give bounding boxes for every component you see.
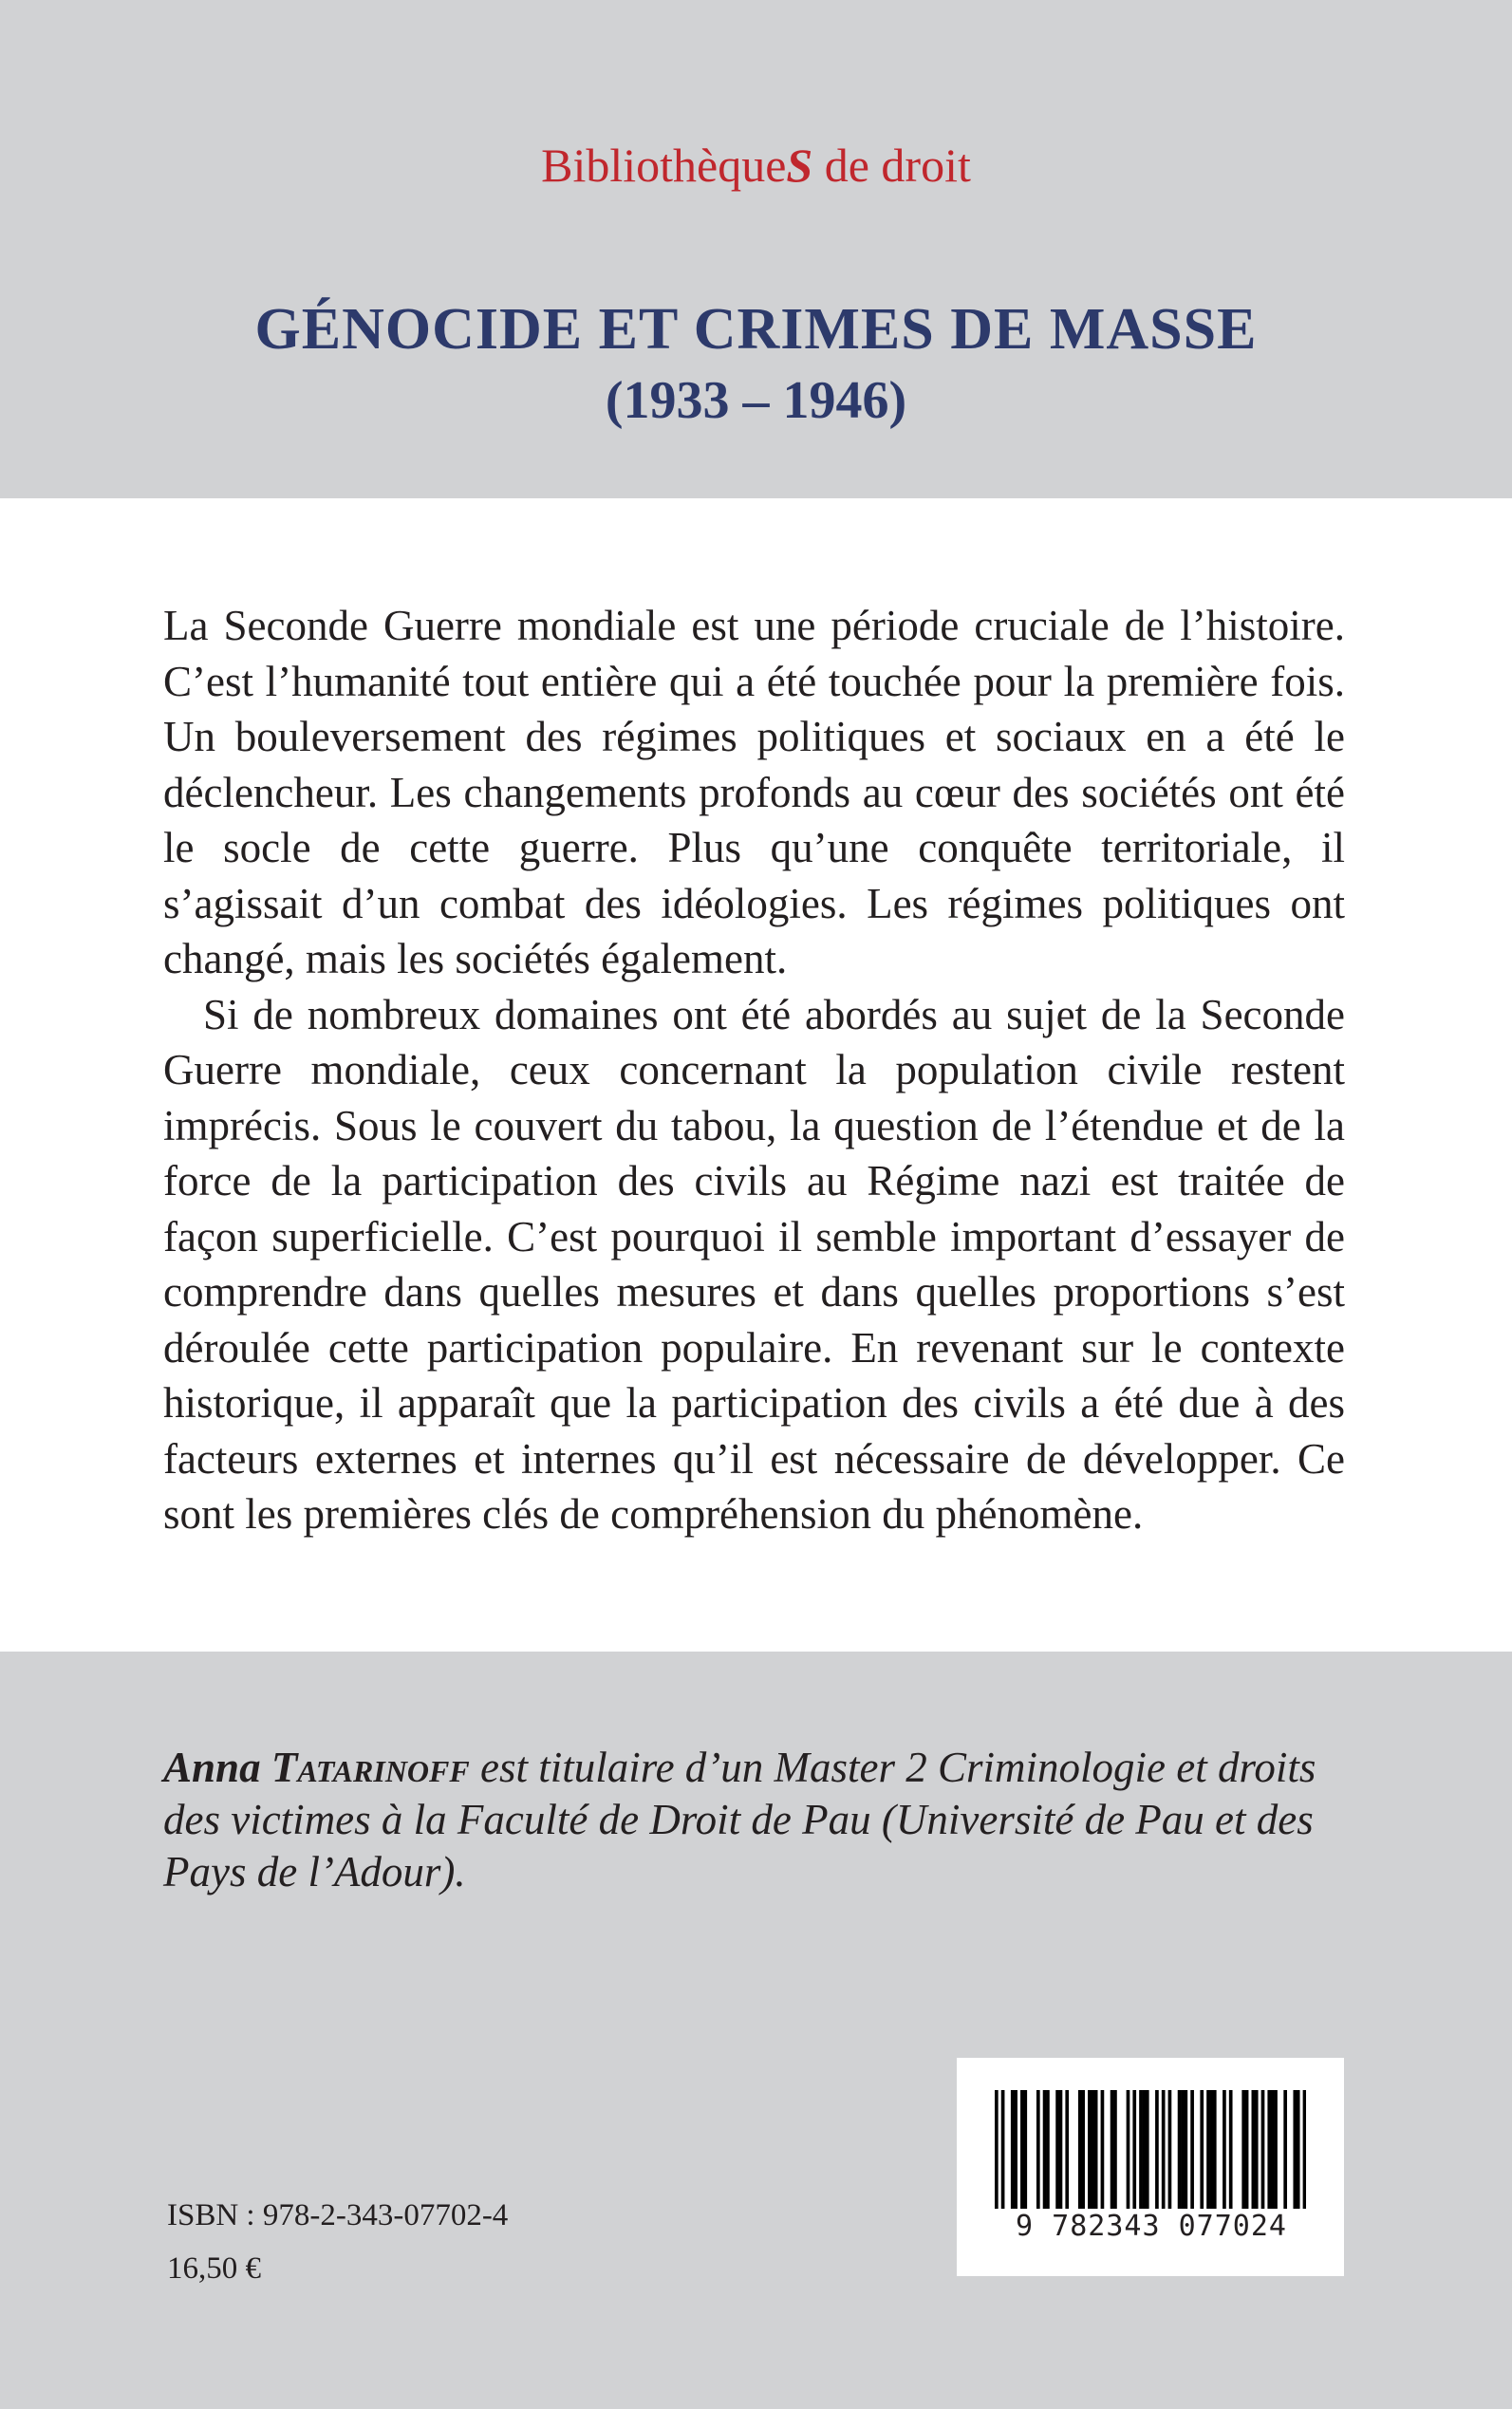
barcode-bar [1185, 2090, 1188, 2209]
author-first-name: Anna [163, 1744, 271, 1791]
barcode-bar [1213, 2090, 1217, 2209]
barcode-bar [1101, 2090, 1105, 2209]
barcode-bar [1113, 2090, 1117, 2209]
book-title: GÉNOCIDE ET CRIMES DE MASSE [254, 297, 1258, 362]
barcode-bar [1001, 2090, 1005, 2209]
book-subtitle: (1933 – 1946) [605, 371, 907, 430]
price: 16,50 € [167, 2251, 261, 2286]
summary-text [163, 598, 1345, 1542]
barcode-bar [1267, 2090, 1271, 2209]
barcode-bar [1261, 2090, 1265, 2209]
barcode-bar [1023, 2090, 1027, 2209]
barcode-bar [1065, 2090, 1069, 2209]
barcode-bar [1168, 2090, 1172, 2209]
barcode-bar [1293, 2090, 1297, 2209]
summary-paragraph-2: Si de nombreux domaines ont été abordés au sujet de la Seconde Guerre mondiale, ceux concernant la population civile restent imprécis. Sous le couvert du tabou, la question de l’étendue et de la force de la participation des civils au Régime nazi est traitée de façon superficielle. C’est pourquoi il semble important d’essayer de comprendre dans quelles mesures et dans quelles proportions s’est déroulée cette participation populaire. En revenant sur le contexte historique, il apparaît que la participation des civils a été due à des facteurs externes et internes qu’il est nécessaire de développer. Ce sont les premières clés de compréhension du phénomène. [163, 990, 1345, 1538]
author-name [163, 1744, 470, 1791]
barcode-bar [1088, 2090, 1092, 2209]
barcode-bar [1132, 2090, 1136, 2209]
barcode-bar [1283, 2090, 1287, 2209]
barcode-bar [1094, 2090, 1098, 2209]
author-bio-text: est titulaire d’un Master 2 Criminologie et droits des victimes à la Faculté de Droit de Pau (Université de Pau et des Pays de l’Adour). [163, 1744, 1316, 1895]
barcode-bar [1011, 2090, 1015, 2209]
barcode-bar [1091, 2090, 1094, 2209]
barcode-bar [1059, 2090, 1063, 2209]
barcode-bar [1146, 2090, 1149, 2209]
series-main: Bibliothèque [541, 139, 787, 192]
barcode-bar [1055, 2090, 1059, 2209]
barcode-bar [1043, 2090, 1047, 2209]
barcode-bar [1162, 2090, 1166, 2209]
barcode-bar [1210, 2090, 1214, 2209]
isbn: ISBN : 978-2-343-07702-4 [167, 2198, 509, 2232]
barcode-bar [1078, 2090, 1082, 2209]
barcode-bar [1223, 2090, 1226, 2209]
barcode-bar [1297, 2090, 1300, 2209]
barcode-bar [1274, 2090, 1278, 2209]
barcode-bar [1155, 2090, 1159, 2209]
barcode-bar [1245, 2090, 1249, 2209]
barcode-bar [1178, 2090, 1182, 2209]
barcode-bar [1206, 2090, 1210, 2209]
barcode-bar [1139, 2090, 1143, 2209]
barcode-bar [1046, 2090, 1050, 2209]
barcode-bar [1255, 2090, 1259, 2209]
author-bio [163, 1742, 1345, 1898]
barcode-bar [1229, 2090, 1233, 2209]
barcode-bar [1190, 2090, 1194, 2209]
barcode-bar [1111, 2090, 1114, 2209]
barcode-bar [995, 2090, 999, 2209]
barcode-bar [1241, 2090, 1245, 2209]
barcode-bar [1271, 2090, 1275, 2209]
barcode-bar [1181, 2090, 1185, 2209]
series-rest: de droit [812, 139, 971, 192]
barcode-bar [1127, 2090, 1130, 2209]
series-s: S [786, 139, 813, 192]
barcode-digits: 9 782343 077024 [1016, 2210, 1287, 2243]
barcode-bar [1081, 2090, 1085, 2209]
barcode-bar [1200, 2090, 1204, 2209]
barcode-bar [1252, 2090, 1256, 2209]
barcode-bar [1014, 2090, 1017, 2209]
barcode-bar [1036, 2090, 1040, 2209]
summary-paragraph-1: La Seconde Guerre mondiale est une période cruciale de l’histoire. C’est l’humanité tout entière qui a été touchée pour la première fois. Un bouleversement des régimes politiques et sociaux en a été le déclencheur. Les changements profonds au cœur des sociétés ont été le socle de cette guerre. Plus qu’une conquête territoriale, il s’agissait d’un combat des idéologies. Les régimes politiques ont changé, mais les sociétés également. [163, 602, 1345, 982]
series-name [0, 138, 1512, 193]
barcode [957, 2058, 1344, 2276]
barcode-bar [1143, 2090, 1147, 2209]
barcode-bar [1303, 2090, 1306, 2209]
barcode-bar [1020, 2090, 1024, 2209]
author-last-name: Tatarinoff [271, 1744, 470, 1791]
barcode-bars [995, 2090, 1306, 2209]
